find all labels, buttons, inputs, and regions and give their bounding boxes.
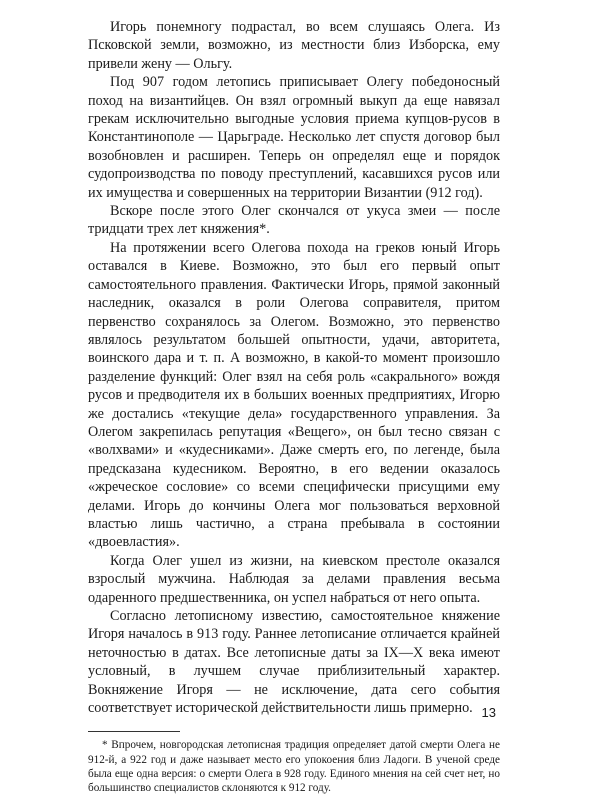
paragraph-5: Когда Олег ушел из жизни, на киевском престоле оказался взрослый мужчина. Наблюдая за делами правления весьма одаренного предшественника, он успел набраться от него опыта. xyxy=(88,552,500,606)
page-number: 13 xyxy=(481,705,496,720)
footnote: * Впрочем, новгородская летописная традиция определяет датой смерти Олега не 912-й, а 922 год и даже называет место его упокоения близ Ладоги. В ученой среде была еще одна версия: о смерти Олега в 928 году. Единого мнения на сей счет нет, но большинство специалистов склоняются к 912 году. xyxy=(88,739,500,795)
paragraph-6: Согласно летописному известию, самостоятельное княжение Игоря началось в 913 году. Раннее летописание отличается крайней неточностью в датах. Все летописные даты за IX—X века имеют условный, в лучшем случае приблизительный характер. Вокняжение Игоря — не исключение, дата сего события соответствует исторической действительности лишь примерно. xyxy=(88,608,500,717)
paragraph-4: На протяжении всего Олегова похода на греков юный Игорь оставался в Киеве. Возможно, это был его первый опыт самостоятельного правления. Фактически Игорь, прямой законный наследник, оказался в роли Олегова соправителя, притом первенство сохранялось за Олегом. Возможно, это первенство являлось результатом большей опытности, удачи, авторитета, воинского дара и т. п. А возможно, в какой-то момент произошло разделение функций: Олег взял на себя роль «сакрального» вождя русов и предводителя их в больших военных предприятиях, Игорю же достались «текущие дела» государственного управления. За Олегом закрепилась репутация «Вещего», он был тесно связан с «волхвами» и «кудесниками». Даже смерть его, по легенде, была предсказана кудесником. Вероятно, в его ведении оказалось «жреческое сословие» со всеми специфически присущими ему делами. Игорь до кончины Олега мог пользоваться верховной властью лишь частично, а страна пребывала в состоянии «двоевластия». xyxy=(88,239,500,551)
paragraph-1: Игорь понемногу подрастал, во всем слушаясь Олега. Из Псковской земли, возможно, из местности близ Изборска, ему привели жену — Ольгу. xyxy=(88,19,500,72)
footnote-divider xyxy=(88,731,180,732)
paragraph-3: Вскоре после этого Олег скончался от укуса змеи — после тридцати трех лет княжения*. xyxy=(88,203,500,238)
page-body xyxy=(88,18,500,795)
paragraph-2: Под 907 годом летопись приписывает Олегу победоносный поход на византийцев. Он взял огромный выкуп да еще навязал грекам исключительно выгодные условия приема купцов-русов в Константинополе — Царьграде. Несколько лет спустя договор был возобновлен и расширен. Теперь он определял еще и порядок судопроизводства по поводу преступлений, касавшихся русов или их имущества и совершенных на территории Византии (912 год). xyxy=(88,74,500,201)
